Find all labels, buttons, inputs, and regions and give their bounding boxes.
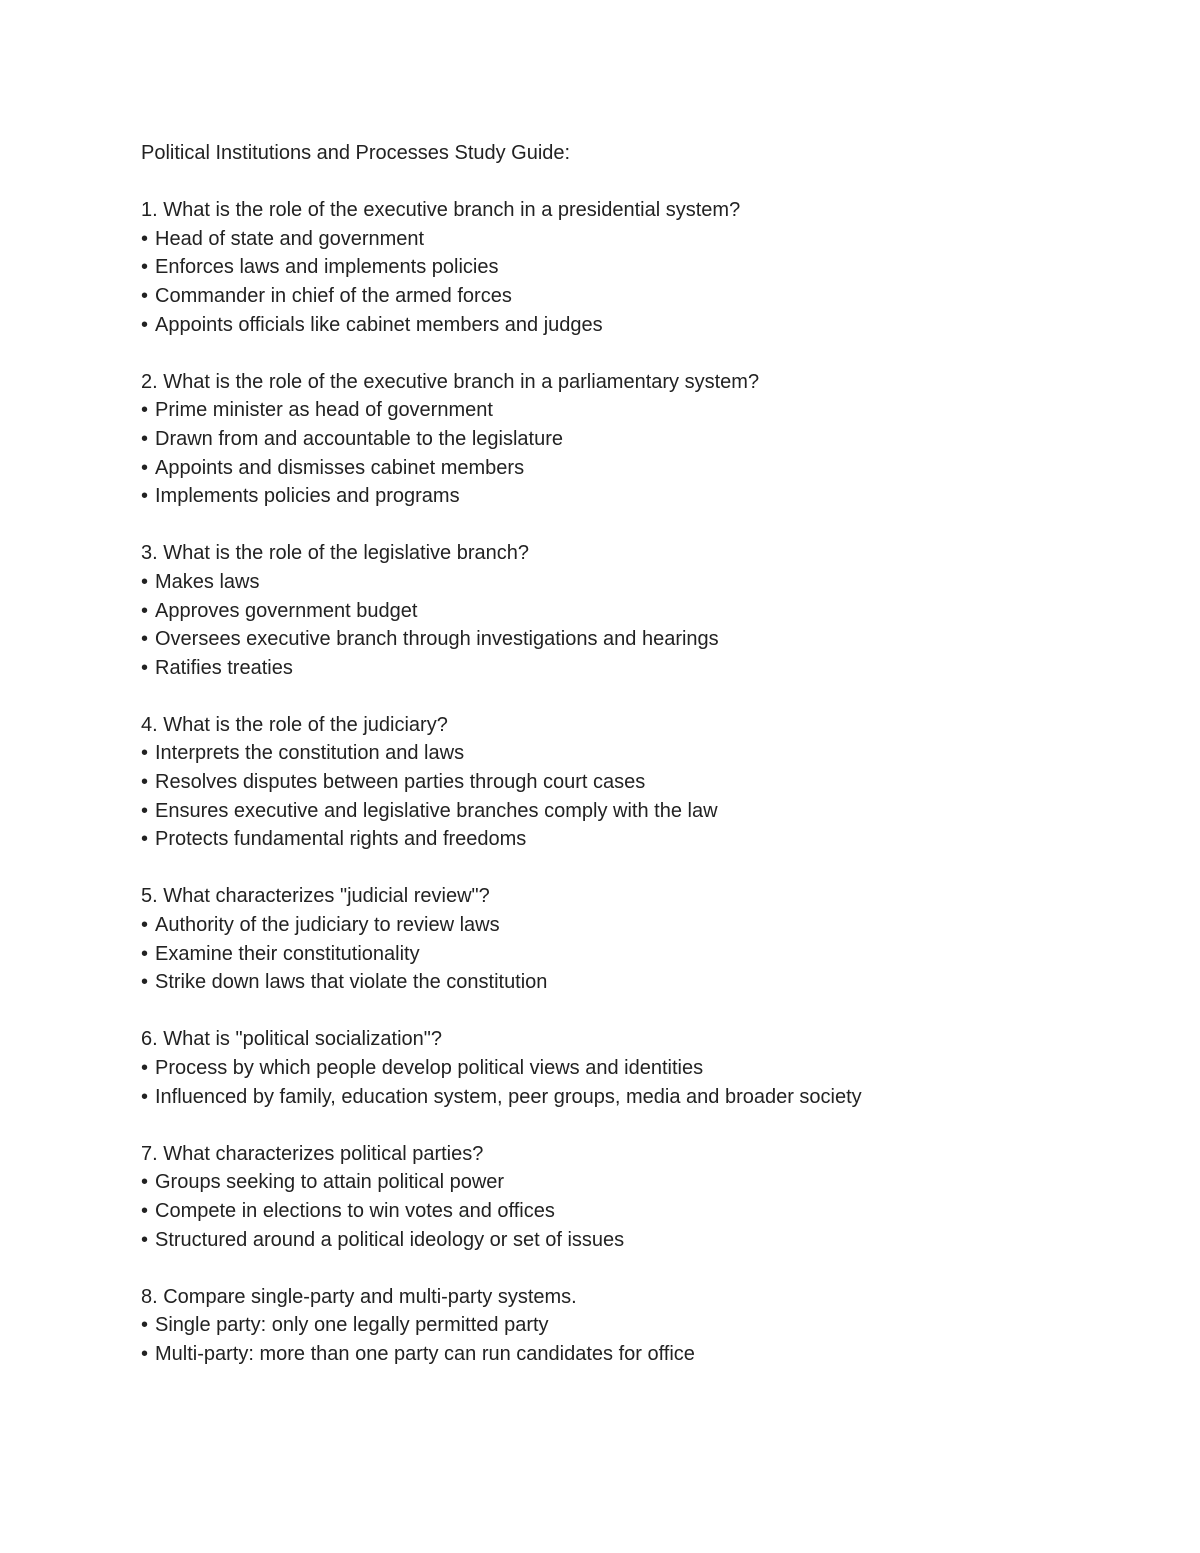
bullet-item bbox=[141, 1054, 1141, 1083]
bullet-text: Makes laws bbox=[155, 570, 260, 593]
bullet-icon: • bbox=[141, 485, 149, 508]
bullet-item bbox=[141, 425, 1141, 454]
bullet-icon: • bbox=[141, 1228, 149, 1251]
question-section bbox=[141, 1025, 1141, 1111]
bullet-item bbox=[141, 625, 1141, 654]
bullet-text: Examine their constitutionality bbox=[155, 942, 420, 965]
section-spacer bbox=[141, 168, 1141, 197]
question-heading: 2. What is the role of the executive branch in a parliamentary system? bbox=[141, 370, 760, 393]
question-heading: 6. What is "political socialization"? bbox=[141, 1028, 442, 1051]
bullet-item bbox=[141, 597, 1141, 626]
bullet-item bbox=[141, 225, 1141, 254]
bullet-item bbox=[141, 1311, 1141, 1340]
bullet-text: Prime minister as head of government bbox=[155, 399, 493, 422]
bullet-text: Resolves disputes between parties through court cases bbox=[155, 771, 646, 794]
bullet-item bbox=[141, 1340, 1141, 1369]
bullet-text: Influenced by family, education system, peer groups, media and broader society bbox=[155, 1085, 862, 1108]
bullet-text: Commander in chief of the armed forces bbox=[155, 284, 512, 307]
section-spacer bbox=[141, 1111, 1141, 1140]
bullet-item bbox=[141, 768, 1141, 797]
bullet-icon: • bbox=[141, 828, 149, 851]
bullet-item bbox=[141, 825, 1141, 854]
question-section bbox=[141, 1283, 1141, 1369]
section-spacer bbox=[141, 854, 1141, 883]
bullet-text: Enforces laws and implements policies bbox=[155, 256, 499, 279]
section-spacer bbox=[141, 1254, 1141, 1283]
bullet-icon: • bbox=[141, 914, 149, 937]
bullet-item bbox=[141, 482, 1141, 511]
bullet-icon: • bbox=[141, 971, 149, 994]
bullet-icon: • bbox=[141, 399, 149, 422]
bullet-item bbox=[141, 654, 1141, 683]
question-section bbox=[141, 539, 1141, 682]
bullet-item bbox=[141, 311, 1141, 340]
section-spacer bbox=[141, 339, 1141, 368]
question-section bbox=[141, 196, 1141, 339]
question-section bbox=[141, 711, 1141, 854]
bullet-text: Compete in elections to win votes and offices bbox=[155, 1199, 555, 1222]
bullet-text: Ratifies treaties bbox=[155, 656, 293, 679]
bullet-icon: • bbox=[141, 456, 149, 479]
bullet-icon: • bbox=[141, 1199, 149, 1222]
bullet-icon: • bbox=[141, 1057, 149, 1079]
bullet-item bbox=[141, 968, 1141, 997]
bullet-text: Implements policies and programs bbox=[155, 485, 460, 508]
bullet-icon: • bbox=[141, 313, 149, 336]
bullet-item bbox=[141, 568, 1141, 597]
bullet-text: Process by which people develop political views and identities bbox=[155, 1057, 704, 1079]
bullet-item bbox=[141, 454, 1141, 483]
bullet-icon: • bbox=[141, 284, 149, 307]
bullet-item bbox=[141, 739, 1141, 768]
bullet-icon: • bbox=[141, 1314, 149, 1337]
bullet-icon: • bbox=[141, 1171, 149, 1194]
bullet-icon: • bbox=[141, 570, 149, 593]
bullet-icon: • bbox=[141, 942, 149, 965]
bullet-text: Oversees executive branch through investigations and hearings bbox=[155, 628, 719, 651]
question-heading: 8. Compare single-party and multi-party systems. bbox=[141, 1285, 577, 1308]
question-heading: 1. What is the role of the executive branch in a presidential system? bbox=[141, 199, 741, 222]
bullet-text: Protects fundamental rights and freedoms bbox=[155, 828, 527, 851]
bullet-text: Single party: only one legally permitted party bbox=[155, 1314, 549, 1337]
question-heading: 4. What is the role of the judiciary? bbox=[141, 713, 448, 736]
bullet-icon: • bbox=[141, 599, 149, 622]
bullet-item bbox=[141, 911, 1141, 940]
bullet-text: Groups seeking to attain political power bbox=[155, 1171, 505, 1194]
bullet-icon: • bbox=[141, 656, 149, 679]
bullet-item bbox=[141, 1083, 1141, 1112]
question-heading: 5. What characterizes "judicial review"? bbox=[141, 885, 490, 908]
bullet-text: Ensures executive and legislative branches comply with the law bbox=[155, 799, 718, 822]
question-heading: 3. What is the role of the legislative branch? bbox=[141, 542, 529, 565]
bullet-icon: • bbox=[141, 256, 149, 279]
bullet-icon: • bbox=[141, 227, 149, 250]
bullet-icon: • bbox=[141, 628, 149, 651]
section-spacer bbox=[141, 682, 1141, 711]
bullet-text: Multi-party: more than one party can run candidates for office bbox=[155, 1342, 695, 1365]
bullet-text: Appoints officials like cabinet members and judges bbox=[155, 313, 603, 336]
bullet-item bbox=[141, 797, 1141, 826]
bullet-text: Authority of the judiciary to review laws bbox=[155, 914, 500, 937]
bullet-text: Strike down laws that violate the constitution bbox=[155, 971, 548, 994]
bullet-icon: • bbox=[141, 799, 149, 822]
question-section bbox=[141, 882, 1141, 996]
section-spacer bbox=[141, 997, 1141, 1026]
bullet-item bbox=[141, 253, 1141, 282]
bullet-item bbox=[141, 940, 1141, 969]
bullet-icon: • bbox=[141, 771, 149, 794]
bullet-item bbox=[141, 1168, 1141, 1197]
bullet-item bbox=[141, 1226, 1141, 1255]
bullet-icon: • bbox=[141, 427, 149, 450]
bullet-icon: • bbox=[141, 1085, 149, 1108]
bullet-text: Drawn from and accountable to the legislature bbox=[155, 427, 564, 450]
bullet-item bbox=[141, 1197, 1141, 1226]
bullet-text: Head of state and government bbox=[155, 227, 425, 250]
bullet-text: Interprets the constitution and laws bbox=[155, 742, 465, 765]
bullet-icon: • bbox=[141, 1342, 149, 1365]
question-section bbox=[141, 368, 1141, 511]
bullet-text: Approves government budget bbox=[155, 599, 418, 622]
document-page bbox=[141, 139, 1141, 1369]
question-section bbox=[141, 1140, 1141, 1254]
bullet-text: Appoints and dismisses cabinet members bbox=[155, 456, 525, 479]
document-title: Political Institutions and Processes Study Guide: bbox=[141, 142, 571, 164]
bullet-icon: • bbox=[141, 742, 149, 765]
bullet-item bbox=[141, 282, 1141, 311]
question-heading: 7. What characterizes political parties? bbox=[141, 1142, 484, 1165]
bullet-text: Structured around a political ideology or set of issues bbox=[155, 1228, 625, 1251]
bullet-item bbox=[141, 396, 1141, 425]
study-guide-sections bbox=[141, 168, 1141, 1369]
section-spacer bbox=[141, 511, 1141, 540]
